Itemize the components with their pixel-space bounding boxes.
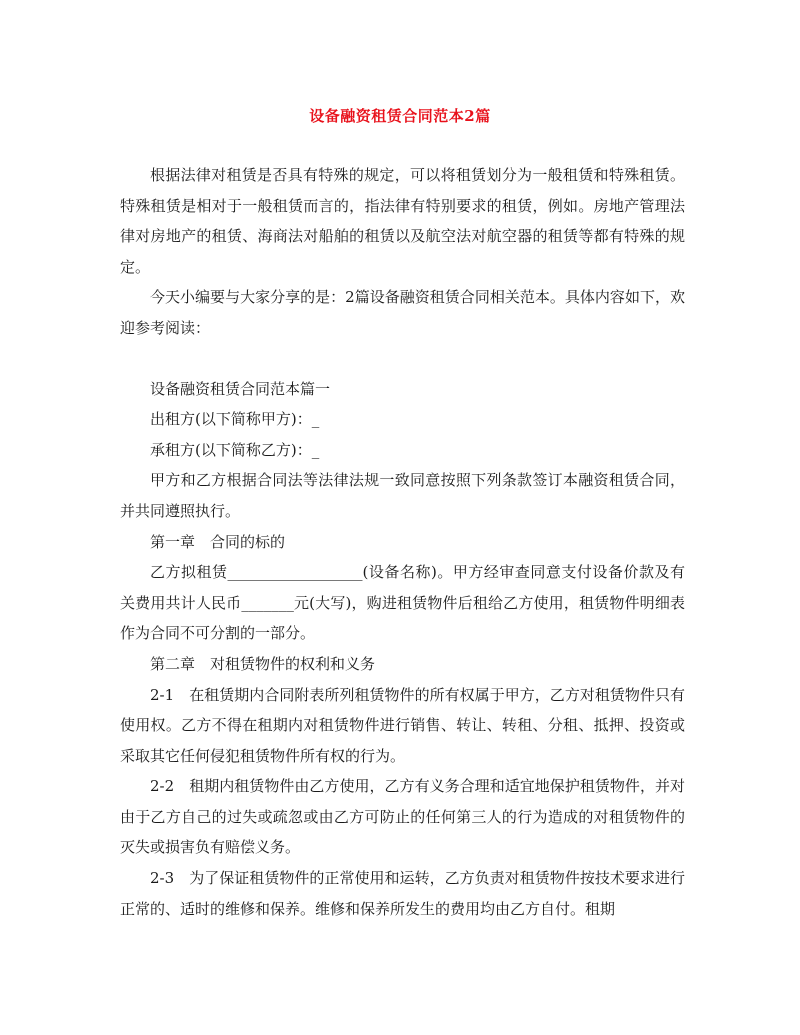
blank-line <box>120 344 685 374</box>
clause-2-3: 2-3 为了保证租赁物件的正常使用和运转，乙方负责对租赁物件按技术要求进行正常的、适时的维修和保养。维修和保养所发生的费用均由乙方自付。租期 <box>120 869 685 918</box>
paragraph-share: 今天小编要与大家分享的是：2篇设备融资租赁合同相关范本。具体内容如下，欢迎参考阅读： <box>120 288 685 337</box>
lessee-line: 承租方(以下简称乙方)：_ <box>150 440 320 459</box>
clause-2-2: 2-2 租期内租赁物件由乙方使用，乙方有义务合理和适宜地保护租赁物件，并对由于乙方自己的过失或疏忽或由乙方可防止的任何第三人的行为造成的对租赁物件的灭失或损害负有赔偿义务。 <box>120 777 685 857</box>
chapter-2-heading: 第二章 对租赁物件的权利和义务 <box>150 654 376 673</box>
paragraph-intro: 根据法律对租赁是否具有特殊的规定，可以将租赁划分为一般租赁和特殊租赁。特殊租赁是相对于一般租赁而言的，指法律有特别要求的租赁，例如。房地产管理法律对房地产的租赁、海商法对船舶的租赁以及航空法对航空器的租赁等都有特殊的规定。 <box>120 166 685 276</box>
lessor-line: 出租方(以下简称甲方)：_ <box>150 410 320 429</box>
document-body <box>120 160 685 924</box>
clause-2-1: 2-1 在租赁期内合同附表所列租赁物件的所有权属于甲方，乙方对租赁物件只有使用权。乙方不得在租期内对租赁物件进行销售、转让、转租、分租、抵押、投资或采取其它任何侵犯租赁物件所有权的行为。 <box>120 685 685 765</box>
section-heading: 设备融资租赁合同范本篇一 <box>150 379 331 398</box>
paragraph-agreement: 甲方和乙方根据合同法等法律法规一致同意按照下列条款签订本融资租赁合同，并共同遵照执行。 <box>120 471 685 520</box>
chapter-1-body: 乙方拟租赁__________________(设备名称)。甲方经审查同意支付设备价款及有关费用共计人民币_______元(大写)，购进租赁物件后租给乙方使用，租赁物件明细表作为合同不可分割的一部分。 <box>120 563 685 643</box>
document-title: 设备融资租赁合同范本2篇 <box>309 107 491 125</box>
chapter-1-heading: 第一章 合同的标的 <box>150 532 286 551</box>
